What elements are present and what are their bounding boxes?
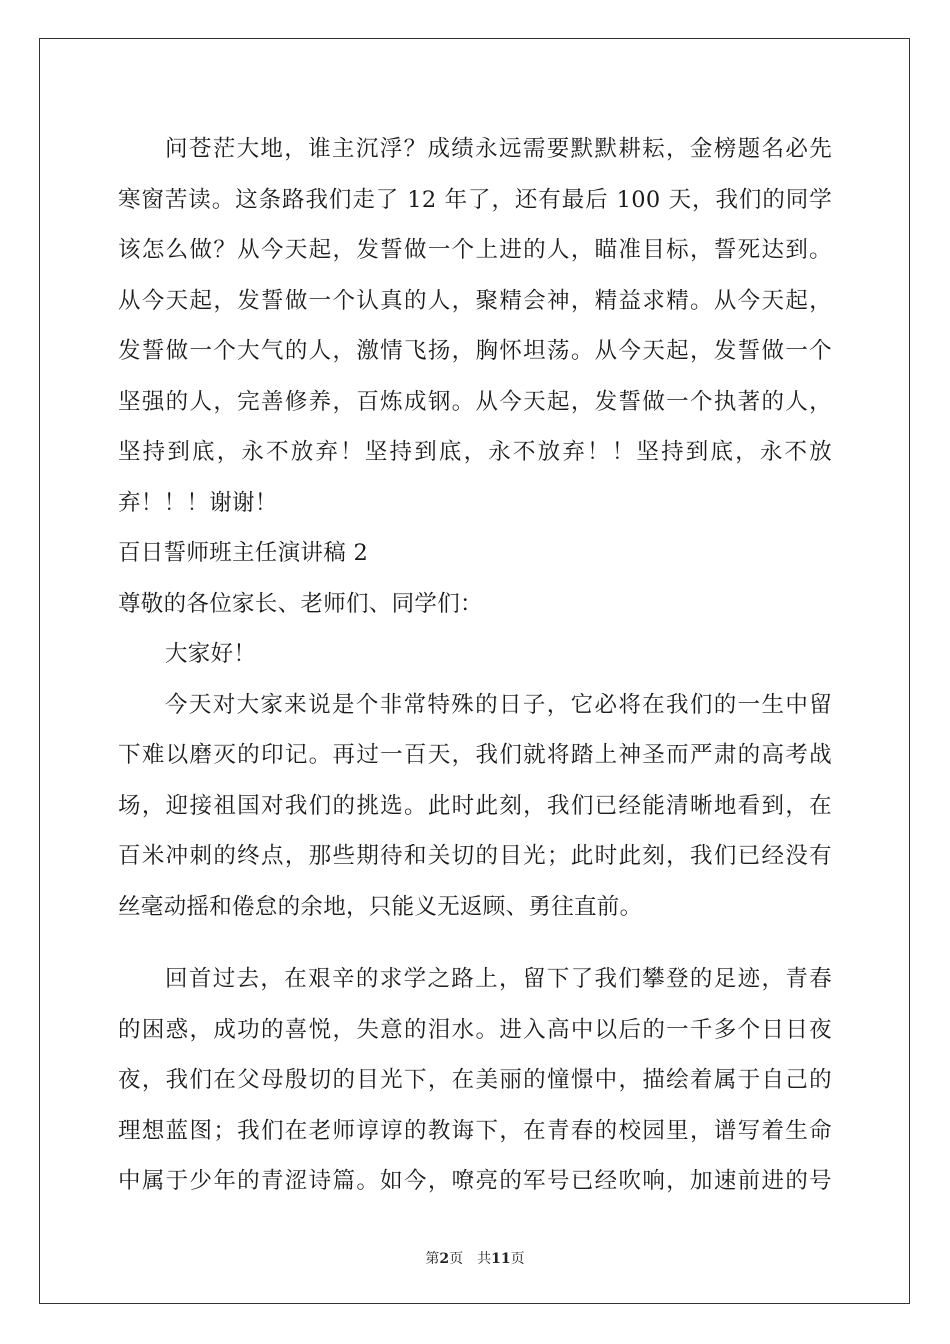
footer-total-unit: 页: [510, 1251, 525, 1267]
paragraph-line: 百米冲刺的终点，那些期待和关切的目光；此时此刻，我们已经没有: [118, 843, 832, 869]
page-footer: [0, 1248, 950, 1268]
paragraph-line: 今天对大家来说是个非常特殊的日子，它必将在我们的一生中留: [165, 691, 832, 718]
paragraph-line: 的困惑，成功的喜悦，失意的泪水。进入高中以后的一千多个日日夜: [118, 1016, 832, 1043]
paragraph-line: 场，迎接祖国对我们的挑选。此时此刻，我们已经能清晰地看到，在: [118, 792, 832, 819]
section-title: 百日誓师班主任演讲稿 2: [118, 540, 369, 566]
paragraph-line: 回首过去，在艰辛的求学之路上，留下了我们攀登的足迹，青春: [165, 966, 832, 992]
paragraph-line: 问苍茫大地，谁主沉浮？成绩永远需要默默耕耘，金榜题名必先: [165, 136, 832, 162]
paragraph-line: 丝毫动摇和倦怠的余地，只能义无返顾、勇往直前。: [118, 893, 643, 920]
paragraph-line: 理想蓝图；我们在老师谆谆的教诲下，在青春的校园里，谱写着生命: [118, 1117, 832, 1144]
footer-page-total: 11: [491, 1251, 511, 1267]
footer-page-prefix: 第: [425, 1251, 440, 1267]
paragraph-line: 夜，我们在父母殷切的目光下，在美丽的憧憬中，描绘着属于自己的: [118, 1067, 832, 1093]
footer-page-current: 2: [439, 1251, 450, 1267]
footer-total-prefix: 共: [477, 1251, 492, 1267]
paragraph-line: 从今天起，发誓做一个认真的人，聚精会神，精益求精。从今天起，: [118, 287, 832, 314]
footer-page-unit: 页: [449, 1251, 464, 1267]
paragraph-line: 弃！！！谢谢！: [118, 489, 278, 516]
paragraph-line: 坚持到底，永不放弃！坚持到底，永不放弃！！坚持到底，永不放: [118, 439, 832, 465]
paragraph-line: 坚强的人，完善修养，百炼成钢。从今天起，发誓做一个执著的人，: [118, 388, 832, 415]
document-body: [118, 124, 832, 1207]
paragraph-line: 发誓做一个大气的人，激情飞扬，胸怀坦荡。从今天起，发誓做一个: [118, 338, 832, 364]
paragraph-line: 该怎么做？从今天起，发誓做一个上进的人，瞄准目标，誓死达到。: [118, 237, 832, 263]
paragraph-line: 中属于少年的青涩诗篇。如今，嘹亮的军号已经吹响，加速前进的号: [118, 1168, 832, 1194]
paragraph-line: 寒窗苦读。这条路我们走了 12 年了，还有最后 100 天，我们的同学: [118, 186, 832, 213]
greeting: 大家好！: [165, 641, 257, 667]
paragraph-line: 下难以磨灭的印记。再过一百天，我们就将踏上神圣而严肃的高考战: [118, 742, 832, 768]
paragraph-gap: [118, 932, 832, 954]
salutation: 尊敬的各位家长、老师们、同学们：: [118, 590, 483, 617]
